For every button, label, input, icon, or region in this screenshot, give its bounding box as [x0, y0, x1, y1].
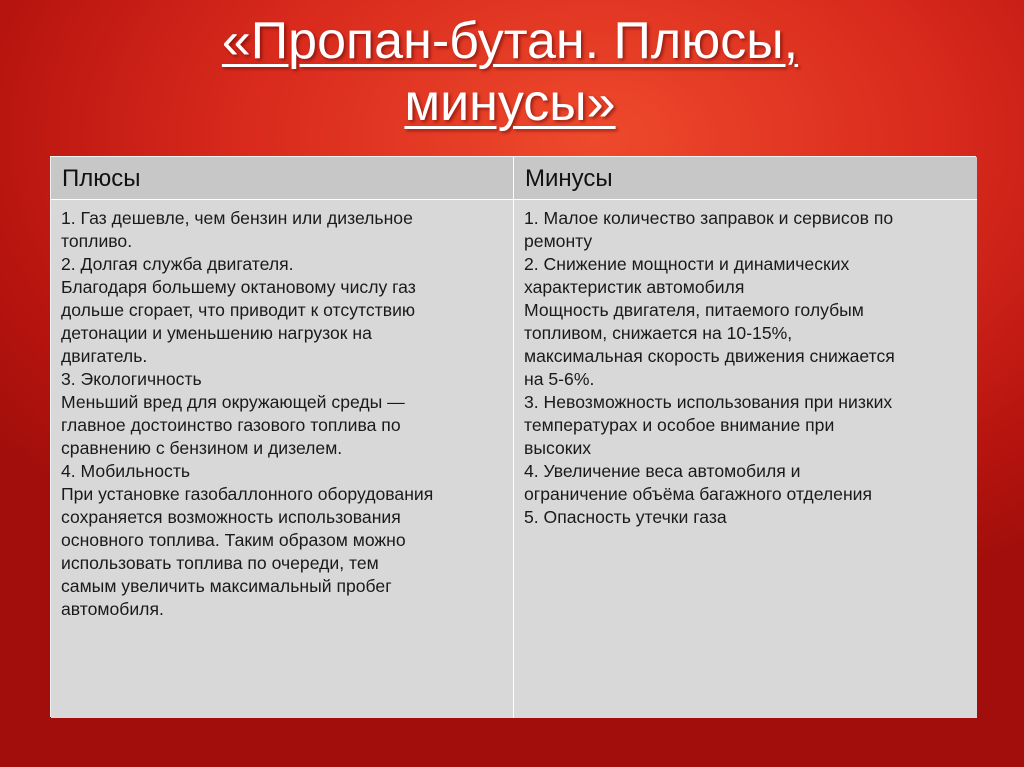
cons-list: 1. Малое количество заправок и сервисов по ремонту 2. Снижение мощности и динамических характеристик автомобиля Мощность двигателя, питаемого голубым топливом, снижается на 10-15%, максимальная скорость движения снижается на 5-6%. 3. Невозможность использования при низких температурах и особое внимание при высоких 4. Увеличение веса автомобиля и ограничение объёма багажного отделения 5. Опасность утечки газа: [514, 200, 977, 718]
pros-header: Плюсы: [51, 157, 514, 200]
cons-header: Минусы: [514, 157, 977, 200]
slide-title-line-1: «Пропан-бутан. Плюсы,: [221, 12, 799, 70]
slide-title-line-2: минусы»: [404, 74, 616, 132]
slide-title: [100, 10, 920, 134]
pros-cons-table: [50, 156, 976, 717]
pros-list: 1. Газ дешевле, чем бензин или дизельное топливо. 2. Долгая служба двигателя. Благодаря большему октановому числу газ дольше сгорает, что приводит к отсутствию детонации и уменьшению нагрузок на двигатель. 3. Экологичность Меньший вред для окружающей среды — главное достоинство газового топлива по сравнению с бензином и дизелем. 4. Мобильность При установке газобаллонного оборудования сохраняется возможность использования основного топлива. Таким образом можно использовать топлива по очереди, тем самым увеличить максимальный пробег автомобиля.: [51, 200, 514, 718]
